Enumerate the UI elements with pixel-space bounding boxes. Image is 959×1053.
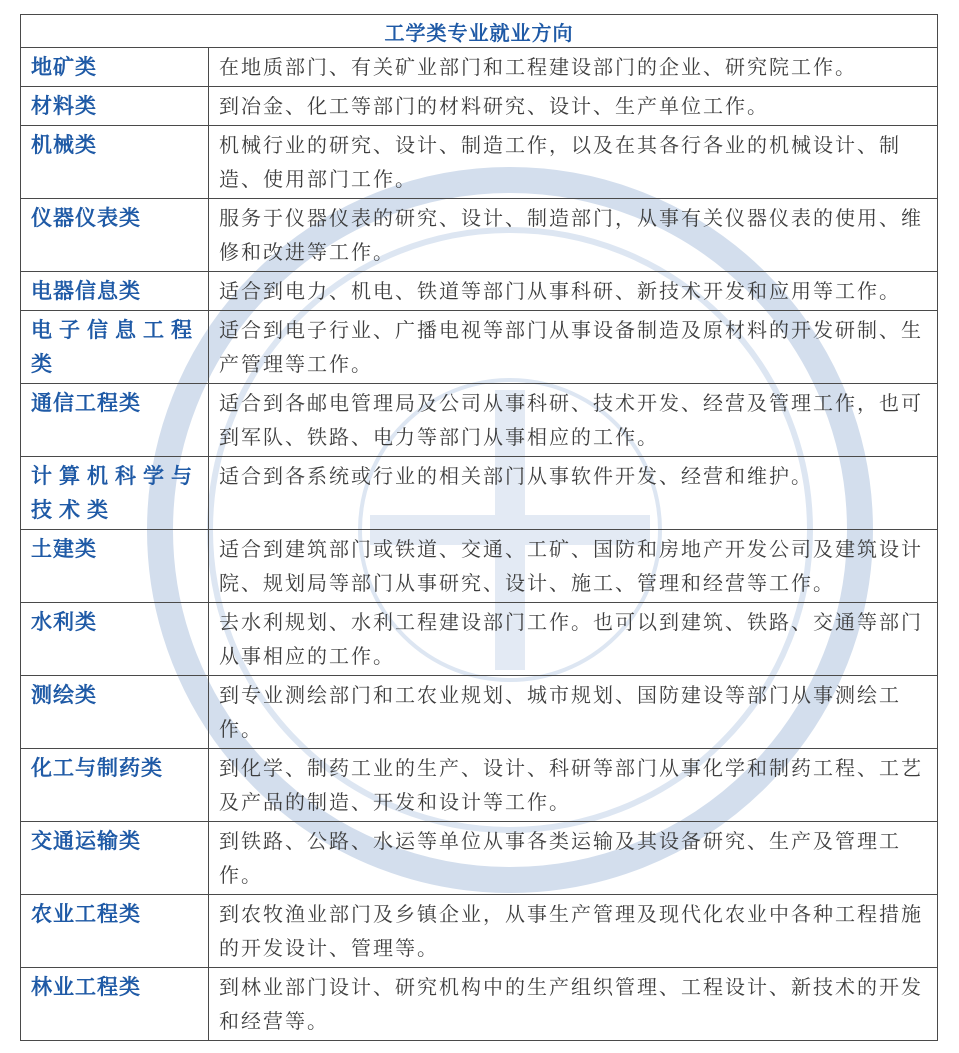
career-description: 适合到电力、机电、铁道等部门从事科研、新技术开发和应用等工作。 — [209, 272, 938, 311]
career-table — [20, 14, 938, 1041]
table-row — [21, 603, 938, 676]
table-title-row — [21, 15, 938, 48]
career-description: 机械行业的研究、设计、制造工作，以及在其各行各业的机械设计、制造、使用部门工作。 — [209, 126, 938, 199]
career-description: 到铁路、公路、水运等单位从事各类运输及其设备研究、生产及管理工作。 — [209, 822, 938, 895]
career-description: 到冶金、化工等部门的材料研究、设计、生产单位工作。 — [209, 87, 938, 126]
career-description: 适合到各系统或行业的相关部门从事软件开发、经营和维护。 — [209, 457, 938, 530]
major-category: 机械类 — [21, 126, 209, 199]
career-description: 服务于仪器仪表的研究、设计、制造部门，从事有关仪器仪表的使用、维修和改进等工作。 — [209, 199, 938, 272]
career-description: 到专业测绘部门和工农业规划、城市规划、国防建设等部门从事测绘工作。 — [209, 676, 938, 749]
table-row — [21, 126, 938, 199]
table-row — [21, 457, 938, 530]
major-category: 水利类 — [21, 603, 209, 676]
major-category: 化工与制药类 — [21, 749, 209, 822]
career-description: 到林业部门设计、研究机构中的生产组织管理、工程设计、新技术的开发和经营等。 — [209, 968, 938, 1041]
major-category: 电子信息工程类 — [21, 311, 209, 384]
table-row — [21, 968, 938, 1041]
table-row — [21, 822, 938, 895]
major-category: 电器信息类 — [21, 272, 209, 311]
table-row — [21, 311, 938, 384]
major-category: 仪器仪表类 — [21, 199, 209, 272]
career-table-container — [20, 14, 937, 1041]
table-row — [21, 199, 938, 272]
table-row — [21, 384, 938, 457]
career-description: 到化学、制药工业的生产、设计、科研等部门从事化学和制药工程、工艺及产品的制造、开发和设计等工作。 — [209, 749, 938, 822]
major-category: 测绘类 — [21, 676, 209, 749]
career-description: 适合到建筑部门或铁道、交通、工矿、国防和房地产开发公司及建筑设计院、规划局等部门从事研究、设计、施工、管理和经营等工作。 — [209, 530, 938, 603]
major-category: 通信工程类 — [21, 384, 209, 457]
major-category: 材料类 — [21, 87, 209, 126]
major-category: 林业工程类 — [21, 968, 209, 1041]
table-row — [21, 676, 938, 749]
career-description: 在地质部门、有关矿业部门和工程建设部门的企业、研究院工作。 — [209, 48, 938, 87]
major-category: 土建类 — [21, 530, 209, 603]
table-row — [21, 895, 938, 968]
career-description: 到农牧渔业部门及乡镇企业，从事生产管理及现代化农业中各种工程措施的开发设计、管理等。 — [209, 895, 938, 968]
table-row — [21, 530, 938, 603]
major-category: 农业工程类 — [21, 895, 209, 968]
career-description: 去水利规划、水利工程建设部门工作。也可以到建筑、铁路、交通等部门从事相应的工作。 — [209, 603, 938, 676]
table-title: 工学类专业就业方向 — [21, 15, 938, 48]
major-category: 计算机科学与技术类 — [21, 457, 209, 530]
major-category: 地矿类 — [21, 48, 209, 87]
career-description: 适合到各邮电管理局及公司从事科研、技术开发、经营及管理工作，也可到军队、铁路、电力等部门从事相应的工作。 — [209, 384, 938, 457]
table-row — [21, 749, 938, 822]
career-description: 适合到电子行业、广播电视等部门从事设备制造及原材料的开发研制、生产管理等工作。 — [209, 311, 938, 384]
table-row — [21, 272, 938, 311]
table-row — [21, 48, 938, 87]
table-row — [21, 87, 938, 126]
major-category: 交通运输类 — [21, 822, 209, 895]
